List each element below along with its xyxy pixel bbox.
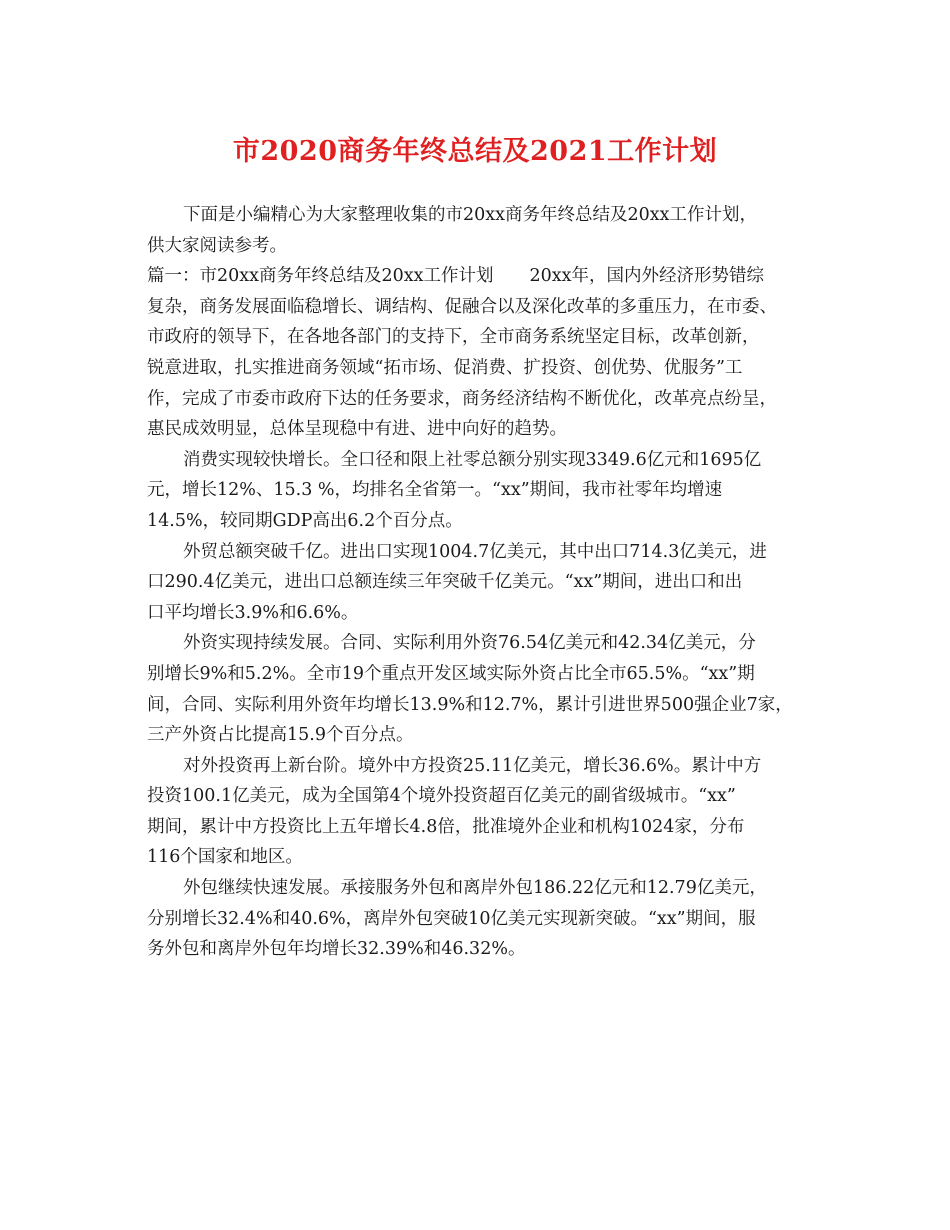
text-line: 务外包和离岸外包年均增长32.39%和46.32%。 — [147, 939, 526, 960]
section-heading: 篇一：市20xx商务年终总结及20xx工作计划 — [147, 266, 494, 287]
text-line: 口平均增长3.9%和6.6%。 — [147, 602, 359, 623]
text-line: 惠民成效明显，总体呈现稳中有进、进中向好的趋势。 — [147, 419, 567, 440]
text-fragment: 20xx年，国内外经济形势错综 — [529, 266, 765, 287]
text-line: 别增长9%和5.2%。全市19个重点开发区域实际外资占比全市65.5%。“xx”期 — [147, 663, 755, 684]
text-line: 复杂，商务发展面临稳增长、调结构、促融合以及深化改革的多重压力，在市委、 — [147, 296, 777, 317]
text-line: 口290.4亿美元，进出口总额连续三年突破千亿美元。“xx”期间，进出口和出 — [147, 572, 743, 593]
text-line: 投资100.1亿美元，成为全国第4个境外投资超百亿美元的副省级城市。“xx” — [147, 786, 736, 807]
text-line: 消费实现较快增长。全口径和限上社零总额分别实现3349.6亿元和1695亿 — [183, 449, 762, 470]
text-line: 间，合同、实际利用外资年均增长13.9%和12.7%，累计引进世界500强企业7家， — [147, 694, 793, 715]
text-line: 三产外资占比提高15.9个百分点。 — [147, 725, 414, 746]
text-line: 市政府的领导下，在各地各部门的支持下，全市商务系统坚定目标，改革创新， — [147, 327, 760, 348]
text-line: 作，完成了市委市政府下达的任务要求，商务经济结构不断优化，改革亮点纷呈， — [147, 388, 777, 409]
text-line: 期间，累计中方投资比上五年增长4.8倍，批准境外企业和机构1024家，分布 — [147, 816, 745, 837]
text-line: 供大家阅读参考。 — [147, 235, 287, 256]
document-title: 市2020商务年终总结及2021工作计划 — [232, 136, 718, 167]
text-line: 分别增长32.4%和40.6%，离岸外包突破10亿美元实现新突破。“xx”期间，服 — [147, 908, 756, 929]
text-line-combined — [147, 261, 807, 292]
document-body — [147, 200, 807, 965]
text-line: 外贸总额突破千亿。进出口实现1004.7亿美元，其中出口714.3亿美元，进 — [183, 541, 767, 562]
text-line: 对外投资再上新台阶。境外中方投资25.11亿美元，增长36.6%。累计中方 — [183, 755, 762, 776]
text-line: 外资实现持续发展。合同、实际利用外资76.54亿美元和42.34亿美元，分 — [183, 633, 756, 654]
text-line: 元，增长12%、15.3 %，均排名全省第一。“xx”期间，我市社零年均增速 — [147, 480, 723, 501]
text-line: 下面是小编精心为大家整理收集的市20xx商务年终总结及20xx工作计划， — [183, 205, 758, 225]
text-line: 116个国家和地区。 — [147, 847, 303, 868]
text-line: 14.5%，较同期GDP高出6.2个百分点。 — [147, 510, 463, 531]
text-line: 锐意进取，扎实推进商务领域“拓市场、促消费、扩投资、创优势、优服务”工 — [147, 357, 743, 378]
text-line: 外包继续快速发展。承接服务外包和离岸外包186.22亿元和12.79亿美元， — [183, 878, 767, 899]
